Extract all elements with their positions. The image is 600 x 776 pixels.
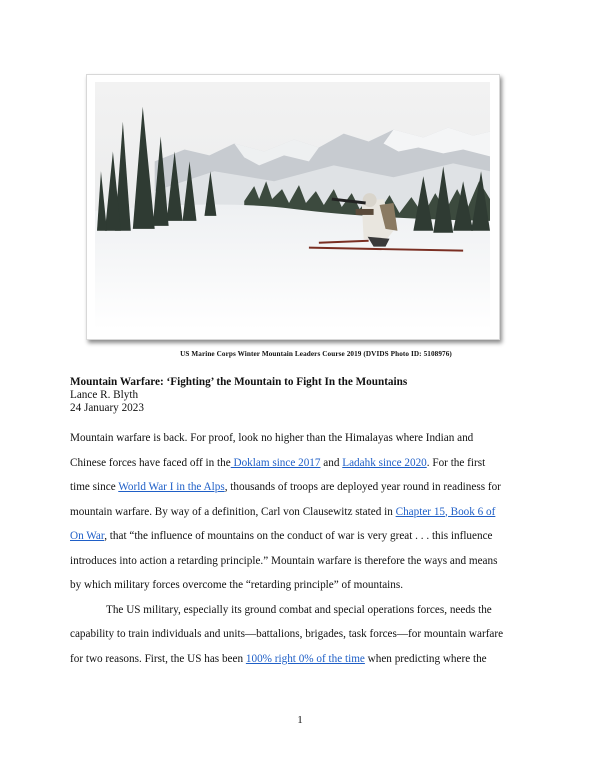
p1-text: , that “the influence of mountains on the conduct of war is very great . . . this influence — [104, 530, 493, 542]
p1-line-2 — [70, 451, 532, 476]
p2-text: The US military, especially its ground combat and special operations forces, needs the — [106, 603, 492, 616]
article-body — [70, 426, 532, 671]
article-date: 24 January 2023 — [70, 402, 144, 414]
prediction-link[interactable]: 100% right 0% of the time — [245, 652, 365, 665]
p1-line-6 — [70, 549, 532, 574]
p2-line-1 — [70, 598, 532, 623]
p2-line-2 — [70, 622, 532, 647]
p1-text: mountain warfare. By way of a definition, Carl von Clausewitz stated in — [70, 505, 396, 518]
paragraph-1 — [70, 426, 532, 598]
p1-text: introduces into action a retarding principle.” Mountain warfare is therefore the ways and means — [70, 554, 498, 567]
article-photo-frame — [86, 74, 500, 340]
p1-text: by which military forces overcome the “retarding principle” of mountains. — [70, 579, 404, 591]
p1-text: Chinese forces have faced off in the — [70, 456, 231, 469]
p1-text: and — [320, 456, 343, 469]
p1-line-5 — [70, 524, 532, 549]
ladahk-link[interactable]: Ladahk since 2020 — [342, 456, 427, 469]
p1-line-1 — [70, 426, 532, 451]
p2-text: capability to train individuals and units—battalions, brigades, task forces—for mountain warfare — [70, 628, 504, 640]
article-photo — [95, 82, 490, 330]
on-war-link[interactable]: On War — [70, 530, 105, 542]
p1-line-7 — [70, 573, 532, 598]
article-header — [70, 376, 407, 415]
p2-line-3 — [70, 647, 532, 672]
p2-text: for two reasons. First, the US has been — [70, 652, 246, 665]
clausewitz-chapter-link[interactable]: Chapter 15, Book 6 of — [395, 505, 496, 518]
photo-caption — [0, 350, 600, 358]
wwi-alps-link[interactable]: World War I in the Alps — [118, 481, 225, 493]
article-author: Lance R. Blyth — [70, 389, 139, 401]
p1-line-3 — [70, 475, 532, 500]
page-number: 1 — [297, 714, 303, 726]
doklam-link[interactable]: Doklam since 2017 — [230, 456, 321, 469]
p1-text: . For the first — [426, 456, 486, 469]
paragraph-2 — [70, 598, 532, 672]
p2-text: when predicting where the — [364, 652, 487, 665]
p1-line-4 — [70, 500, 532, 525]
p1-text: , thousands of troops are deployed year round in readiness for — [224, 481, 501, 493]
p1-text: time since — [70, 481, 119, 493]
photo-caption-text: US Marine Corps Winter Mountain Leaders Course 2019 (DVIDS Photo ID: 5108976) — [180, 350, 452, 358]
p1-text: Mountain warfare is back. For proof, look no higher than the Himalayas where Indian and — [70, 432, 474, 444]
article-title: Mountain Warfare: ‘Fighting’ the Mountain to Fight In the Mountains — [70, 376, 408, 388]
